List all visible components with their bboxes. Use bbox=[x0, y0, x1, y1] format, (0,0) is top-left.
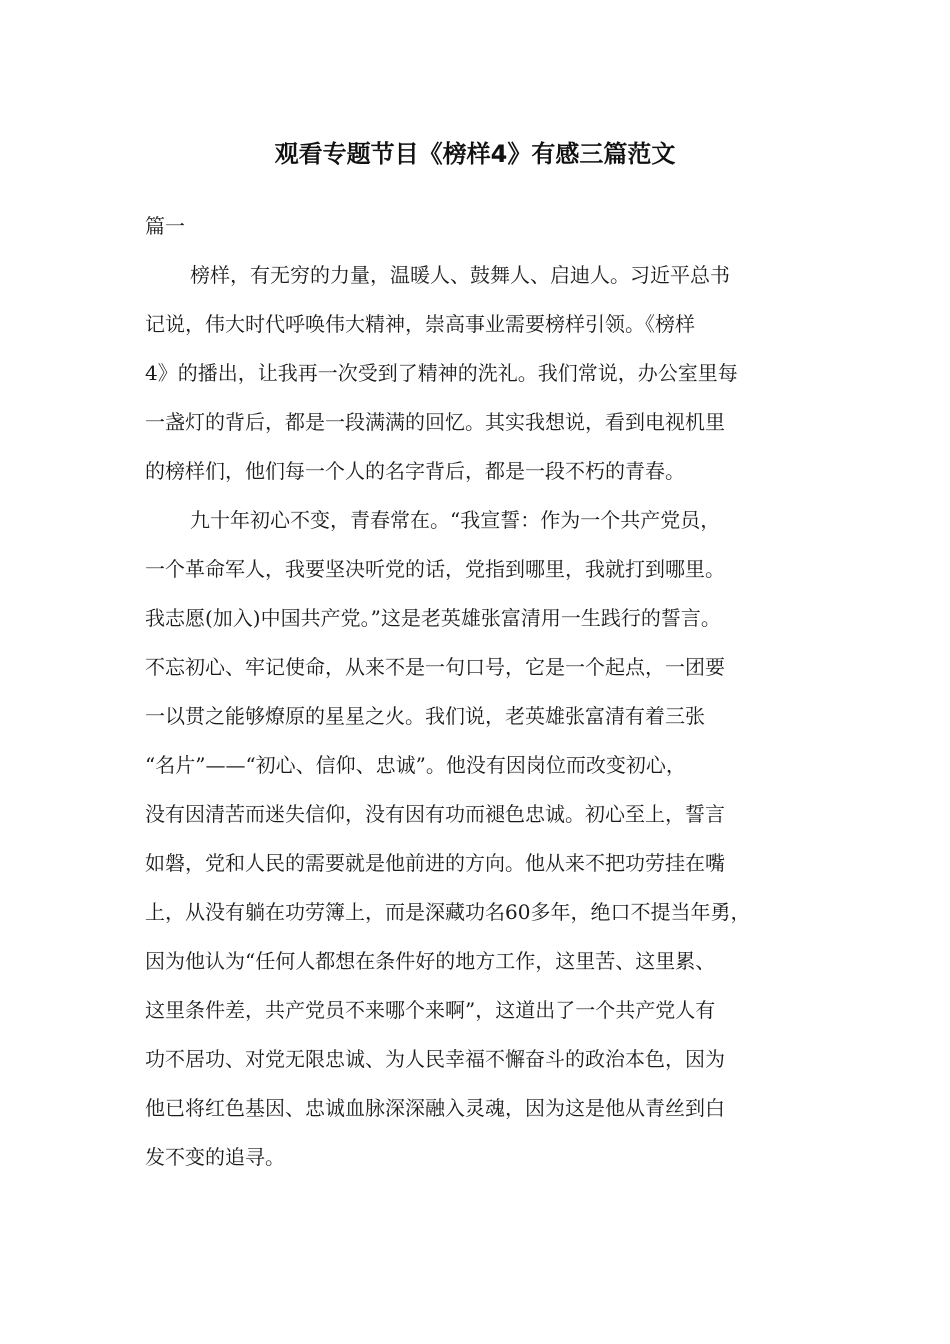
text-line: 因为他认为“任何人都想在条件好的地方工作，这里苦、这里累、 bbox=[145, 949, 716, 973]
text-line: 他已将红色基因、忠诚血脉深深融入灵魂，因为这是他从青丝到白 bbox=[145, 1096, 725, 1120]
text-line: 记说，伟大时代呼唤伟大精神，崇高事业需要榜样引领。《榜样 bbox=[145, 312, 695, 336]
text-line: “名片”——“初心、信仰、忠诚”。他没有因岗位而改变初心， bbox=[145, 753, 686, 777]
text-line: 九十年初心不变，青春常在。“我宣誓：作为一个共产党员， bbox=[190, 508, 721, 532]
text-line: 功不居功、对党无限忠诚、为人民幸福不懈奋斗的政治本色，因为 bbox=[145, 1047, 725, 1071]
text-line: 发不变的追寻。 bbox=[145, 1145, 285, 1169]
document-body bbox=[145, 261, 825, 1192]
text-line: 我志愿(加入)中国共产党。”这是老英雄张富清用一生践行的誓言。 bbox=[145, 606, 721, 630]
text-line: 上，从没有躺在功劳簿上，而是深藏功名60多年，绝口不提当年勇， bbox=[145, 900, 751, 924]
document-title: 观看专题节目《榜样4》有感三篇范文 bbox=[274, 140, 676, 168]
text-line: 不忘初心、牢记使命，从来不是一句口号，它是一个起点，一团要 bbox=[145, 655, 725, 679]
section-heading: 篇一 bbox=[145, 214, 185, 238]
text-line: 一个革命军人，我要坚决听党的话，党指到哪里，我就打到哪里。 bbox=[145, 557, 725, 581]
text-line: 没有因清苦而迷失信仰，没有因有功而褪色忠诚。初心至上，誓言 bbox=[145, 802, 725, 826]
text-line: 如磐，党和人民的需要就是他前进的方向。他从来不把功劳挂在嘴 bbox=[145, 851, 725, 875]
text-line: 一盏灯的背后，都是一段满满的回忆。其实我想说，看到电视机里 bbox=[145, 410, 725, 434]
text-line: 一以贯之能够燎原的星星之火。我们说，老英雄张富清有着三张 bbox=[145, 704, 705, 728]
text-line: 4》的播出，让我再一次受到了精神的洗礼。我们常说，办公室里每 bbox=[145, 361, 738, 385]
text-line: 榜样，有无穷的力量，温暖人、鼓舞人、启迪人。习近平总书 bbox=[190, 263, 730, 287]
text-line: 这里条件差，共产党员不来哪个来啊”，这道出了一个共产党人有 bbox=[145, 998, 716, 1022]
text-line: 的榜样们，他们每一个人的名字背后，都是一段不朽的青春。 bbox=[145, 459, 685, 483]
